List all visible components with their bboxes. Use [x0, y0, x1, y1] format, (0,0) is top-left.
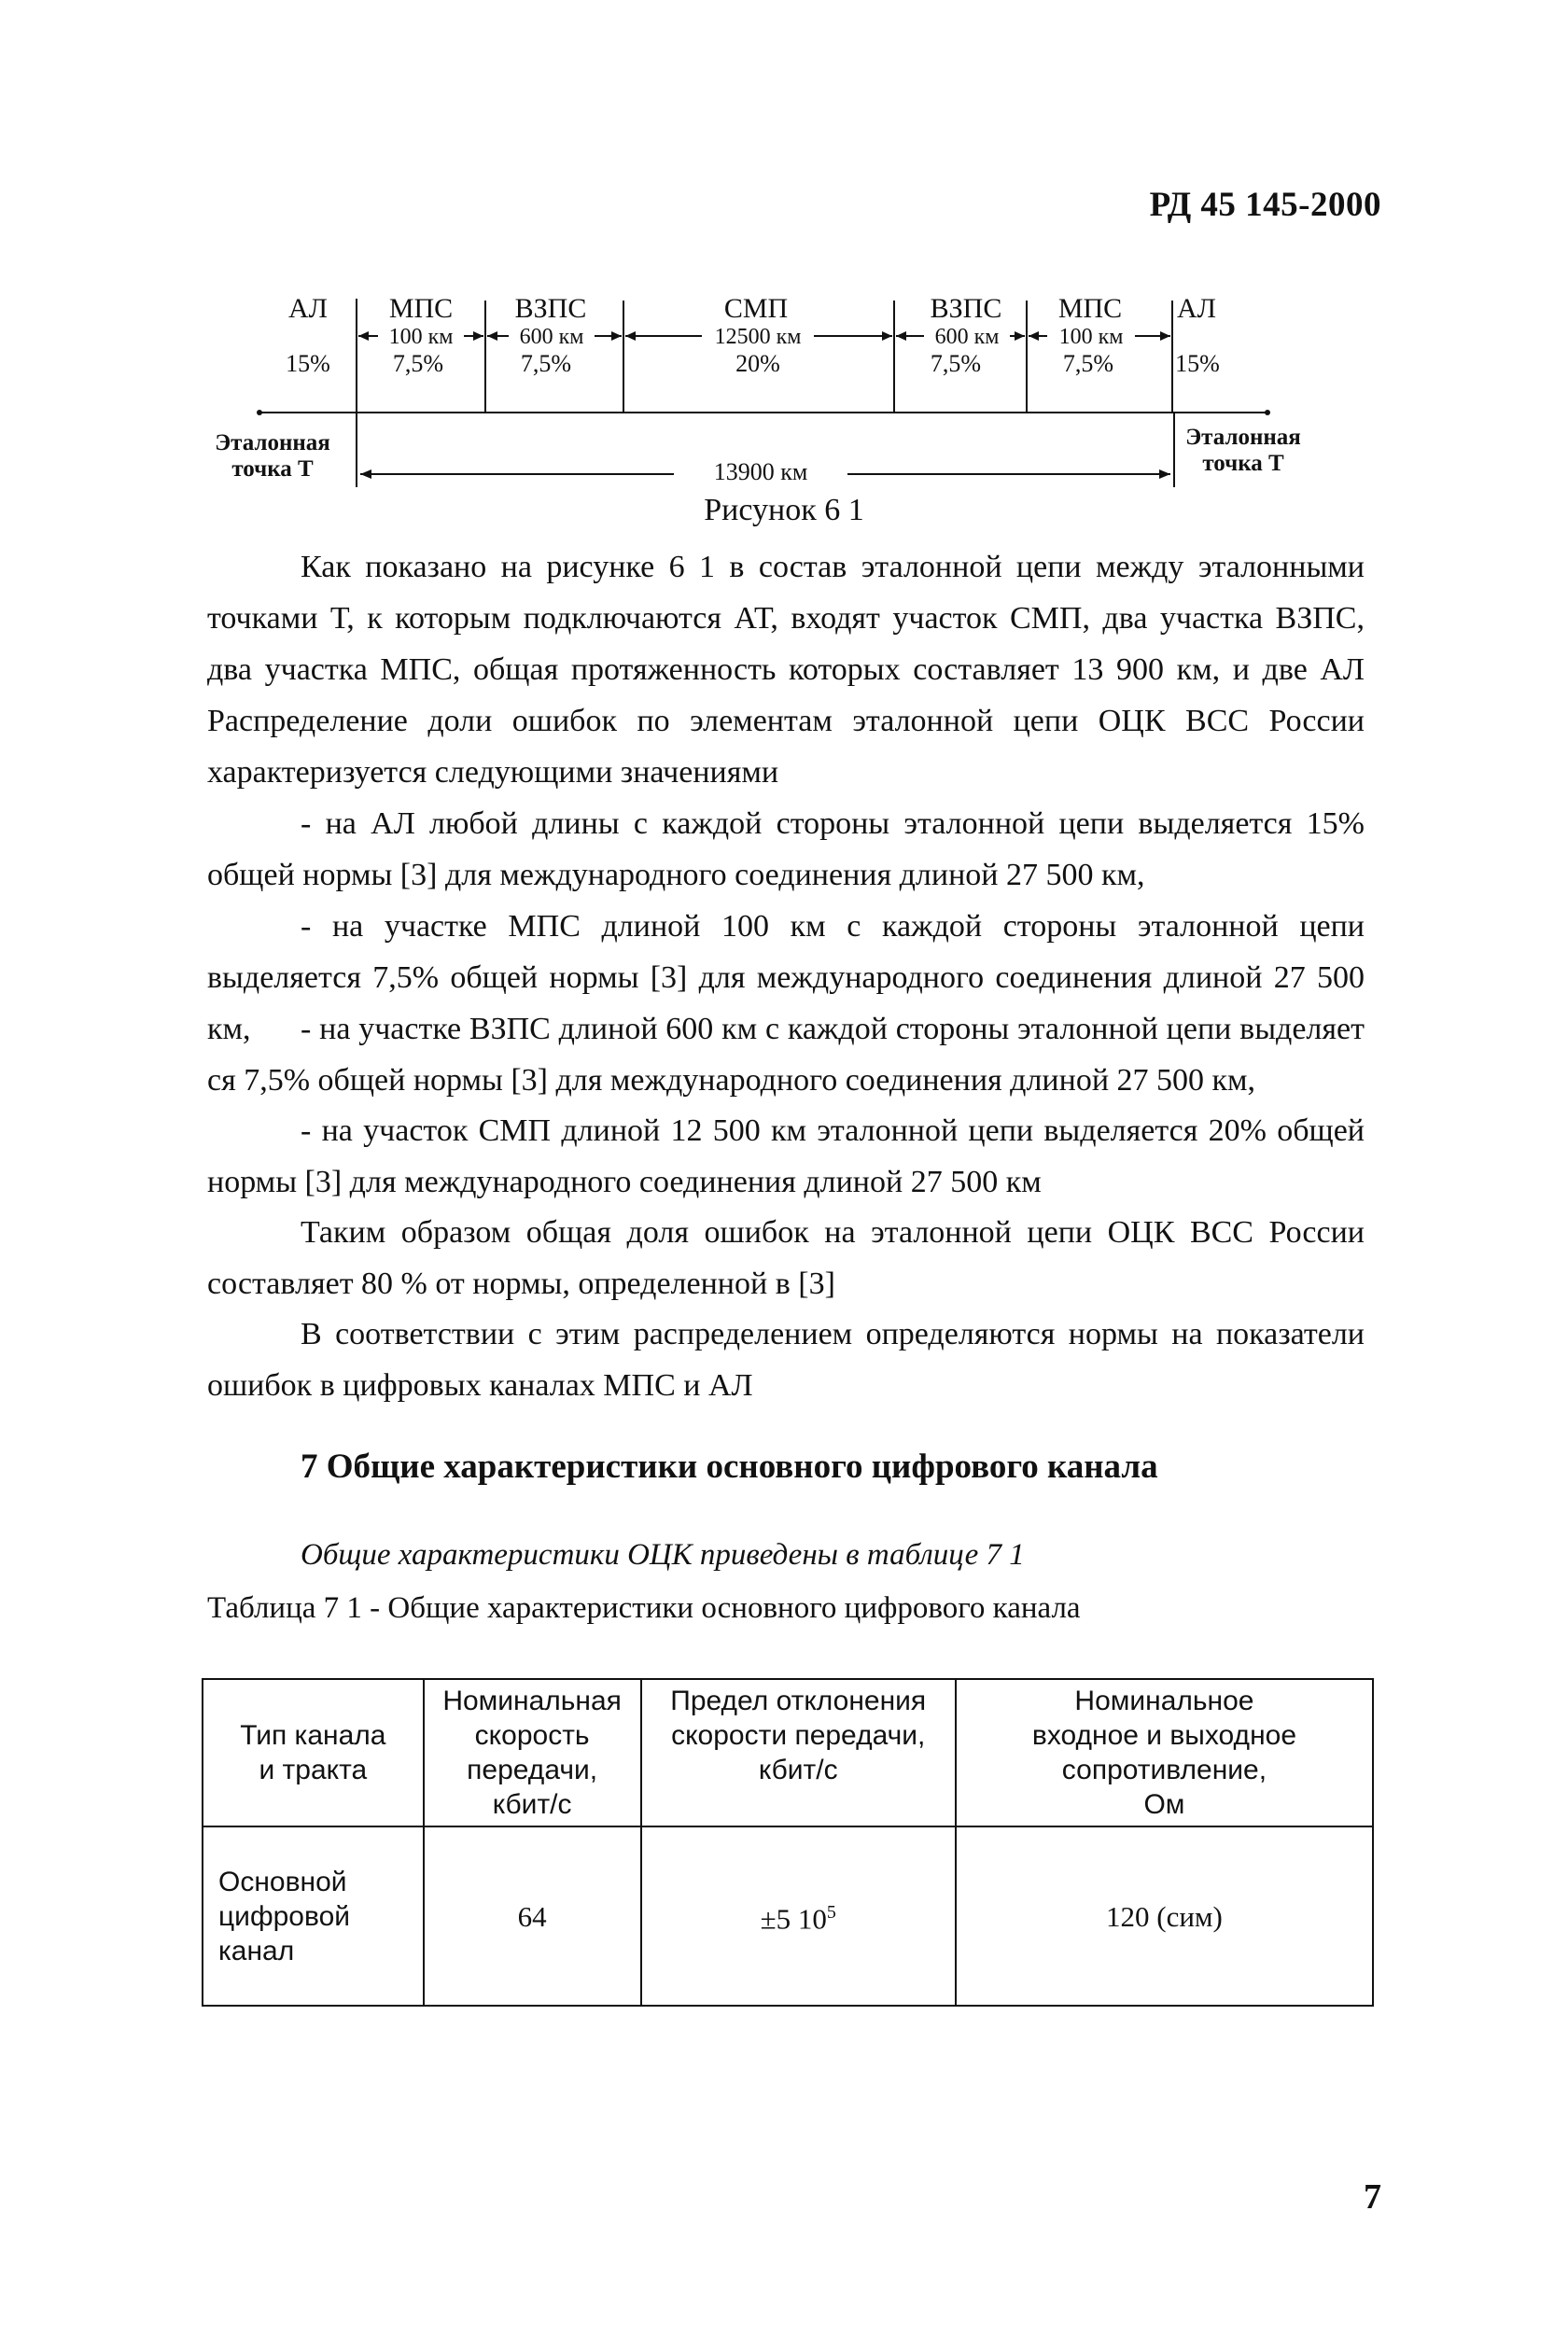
table-header-cell	[956, 1679, 1373, 1826]
arrowhead	[473, 331, 483, 341]
header-line: Ом	[1143, 1789, 1185, 1820]
segment-name: МПС	[388, 293, 454, 324]
impedance-value: 120 (сим)	[1106, 1899, 1223, 1933]
arrowhead	[487, 331, 497, 341]
header-line: Предел отклонения	[670, 1686, 927, 1716]
segment-length: 100 км	[1058, 325, 1124, 349]
table-header-cell	[424, 1679, 641, 1826]
table-cell	[641, 1826, 956, 2006]
arrowhead	[1159, 469, 1170, 479]
header-line: входное и выходное	[1031, 1720, 1296, 1751]
segment-name: СМП	[723, 293, 789, 324]
table-cell	[956, 1826, 1373, 2006]
arrowhead	[1160, 331, 1170, 341]
segment-share: 20%	[735, 350, 780, 377]
segment-share: 7,5%	[392, 350, 444, 377]
header-line: кбит/с	[492, 1789, 572, 1820]
chain-endpoint	[1265, 410, 1270, 415]
arrowhead	[896, 331, 906, 341]
header-line: сопротивление,	[1061, 1755, 1267, 1785]
document-number: РД 45 145-2000	[1149, 186, 1381, 224]
list-item: - на АЛ любой длины с каждой стороны эталонной цепи выделяется 15% общей нормы [3] для международного соединения длиной 27 500 км,	[207, 806, 1365, 892]
segment-share: 15%	[286, 350, 330, 377]
segment-share: 7,5%	[520, 350, 572, 377]
cell-line: цифровой	[218, 1900, 351, 1932]
header-line: и тракта	[259, 1755, 368, 1785]
segment-name: ВЗПС	[930, 293, 1002, 324]
segment-share: 7,5%	[930, 350, 982, 377]
rate-value: 64	[517, 1899, 547, 1933]
arrowhead	[1029, 331, 1039, 341]
header-line: Тип канала	[240, 1720, 386, 1751]
table-row	[203, 1826, 1373, 2006]
header-line: передачи,	[467, 1755, 598, 1785]
ref-point-left: Эталонная	[215, 430, 330, 455]
segment-share: 7,5%	[1062, 350, 1114, 377]
table-cell	[203, 1826, 424, 2006]
segment-name: АЛ	[1176, 293, 1217, 324]
table-header-cell	[641, 1679, 956, 1826]
figure-caption: Рисунок 6 1	[704, 493, 864, 527]
segment-name: АЛ	[287, 293, 329, 324]
header-line: кбит/с	[758, 1755, 838, 1785]
arrowhead	[625, 331, 636, 341]
segment-length: 600 км	[934, 325, 1000, 349]
segment-name: ВЗПС	[514, 293, 587, 324]
list-item: - на участке МПС длиной 100 км с каждой стороны эталонной цепи выделяется 7,5% общей нормы [3] для международного соединения длиной 27 500 км,	[207, 909, 1365, 1046]
header-line: скорость	[474, 1720, 590, 1751]
characteristics-table	[202, 1678, 1374, 2007]
arrowhead	[611, 331, 622, 341]
deviation-value: ±5 10	[760, 1902, 827, 1936]
segment-name: МПС	[1057, 293, 1123, 324]
header-line: Номинальное	[1074, 1686, 1254, 1716]
header-line: скорости передачи,	[671, 1720, 926, 1751]
table-caption: Таблица 7 1 - Общие характеристики основного цифрового канала	[207, 1591, 1081, 1625]
list-item: - на участке ВЗПС длиной 600 км с каждой стороны эталонной цепи выделяет ся 7,5% общей нормы [3] для международного соединения длиной 27 500 км,	[207, 1012, 1365, 1098]
paragraph: Таким образом общая доля ошибок на эталонной цепи ОЦК ВСС России составляет 80 % от нормы, определенной в [3]	[207, 1215, 1365, 1301]
arrowhead	[358, 331, 369, 341]
page-number: 7	[1364, 2177, 1381, 2217]
arrowhead	[882, 331, 892, 341]
ref-point-right: точка Т	[1202, 451, 1284, 476]
arrowhead	[360, 469, 371, 479]
total-length: 13900 км	[713, 458, 808, 485]
deviation-exponent: 5	[826, 1902, 836, 1924]
reference-chain-diagram	[0, 280, 1568, 513]
paragraph: В соответствии с этим распределением определяются нормы на показатели ошибок в цифровых каналах МПС и АЛ	[207, 1317, 1365, 1403]
table-header-row	[203, 1679, 1373, 1826]
segment-length: 12500 км	[714, 325, 802, 349]
section-heading: 7 Общие характеристики основного цифрового канала	[301, 1448, 1158, 1486]
cell-line: канал	[218, 1935, 295, 1966]
ref-point-right: Эталонная	[1185, 425, 1301, 450]
segment-length: 100 км	[388, 325, 454, 349]
cell-line: Основной	[218, 1866, 347, 1897]
segment-share: 15%	[1175, 350, 1220, 377]
table-reference-note: Общие характеристики ОЦК приведены в таблице 7 1	[301, 1538, 1025, 1572]
chain-endpoint	[257, 410, 262, 415]
list-item: - на участок СМП длиной 12 500 км эталонной цепи выделяется 20% общей нормы [3] для международного соединения длиной 27 500 км	[207, 1113, 1365, 1199]
header-line: Номинальная	[442, 1686, 622, 1716]
table-cell	[424, 1826, 641, 2006]
segment-length: 600 км	[519, 325, 584, 349]
ref-point-left: точка Т	[231, 456, 314, 482]
paragraph: Как показано на рисунке 6 1 в состав эталонной цепи между эталонными точками Т, к которым подключаются АТ, входят участок СМП, два участка ВЗПС, два участка МПС, общая протяженность которых составляет 13 900 км, и две АЛ Распределение доли ошибок по элементам эталонной цепи ОЦК ВСС России характеризуется следующими значениями	[207, 550, 1365, 790]
table-header-cell	[203, 1679, 424, 1826]
arrowhead	[1015, 331, 1025, 341]
